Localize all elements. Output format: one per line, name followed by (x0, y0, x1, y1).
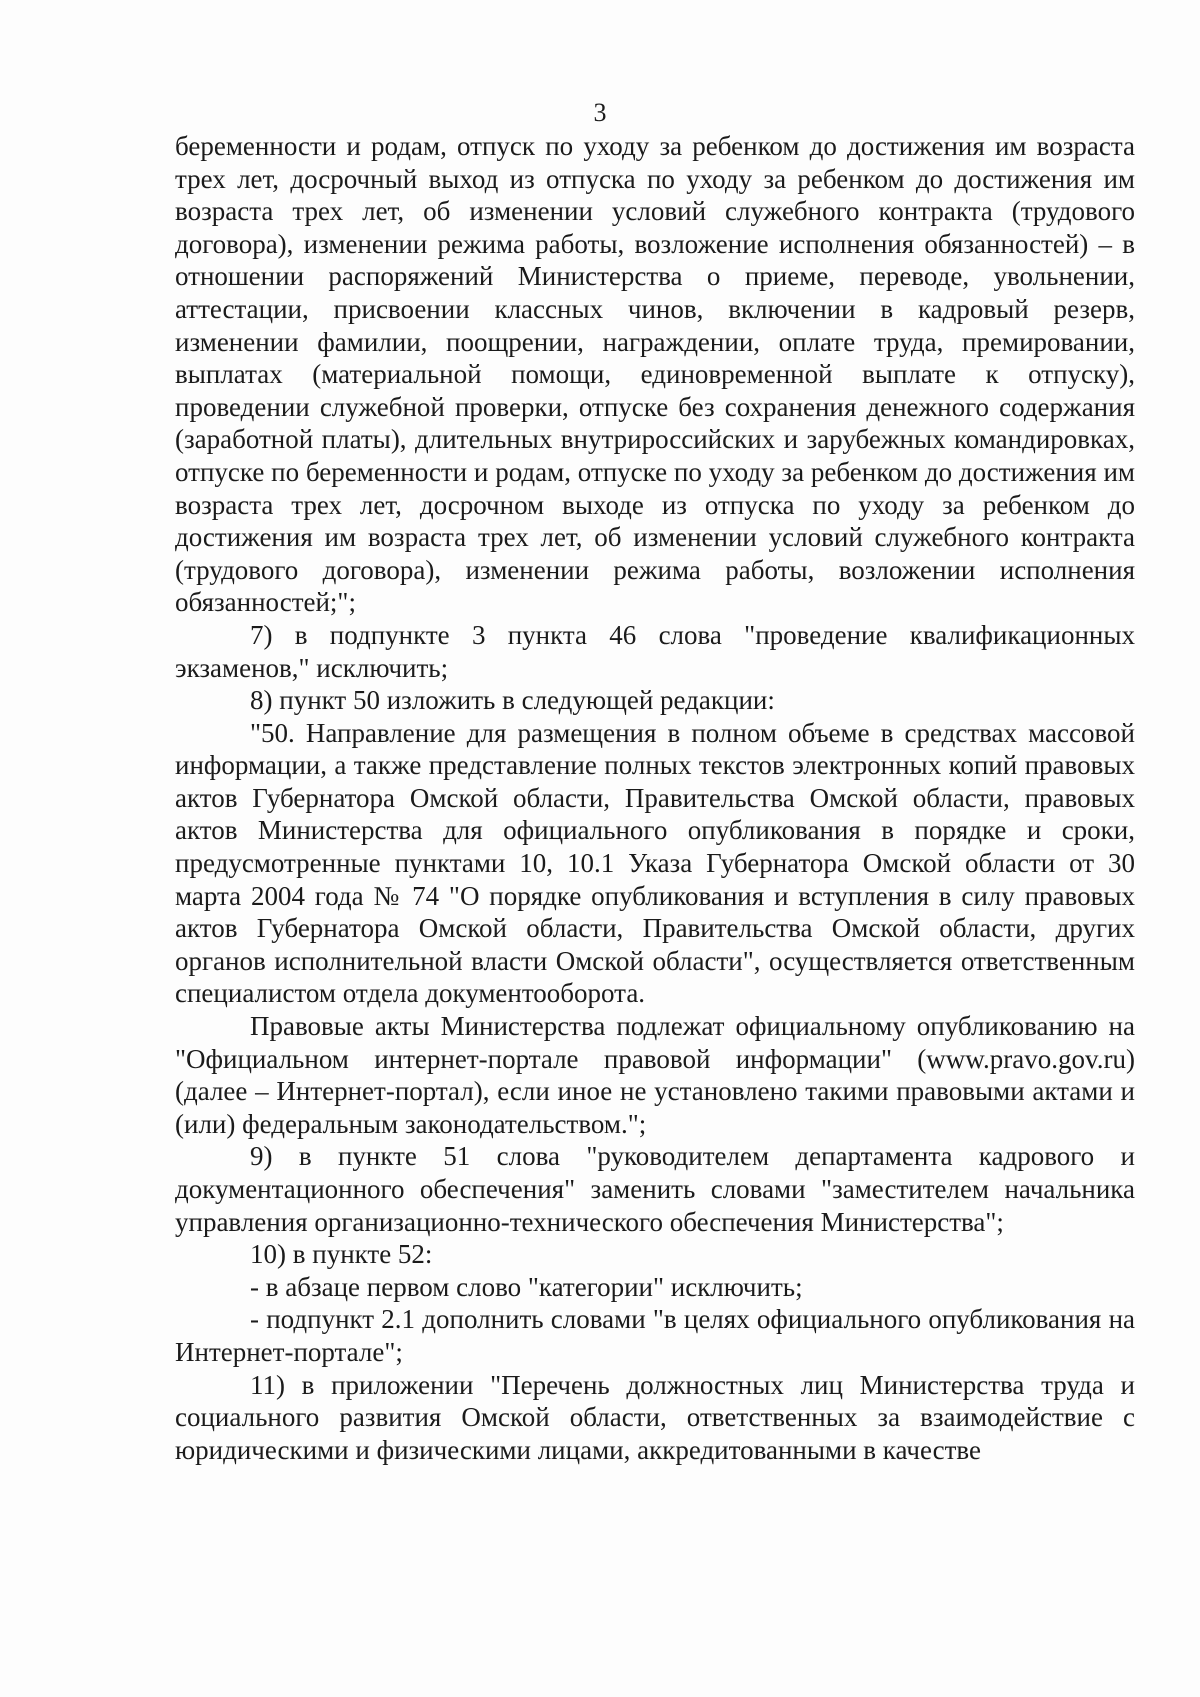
paragraph-publication: Правовые акты Министерства подлежат официальному опубликованию на "Официальном интернет-портале правовой информации" (www.pravo.gov.ru) (далее – Интернет-портал), если иное не установлено такими правовыми актами и (или) федеральным законодательством."; (175, 1011, 1135, 1139)
paragraph-item-10-sub-2: - подпункт 2.1 дополнить словами "в целях официального опубликования на Интернет-портале"; (175, 1304, 1135, 1367)
paragraph-item-8: 8) пункт 50 изложить в следующей редакции: (250, 685, 775, 716)
paragraph-item-7: 7) в подпункте 3 пункта 46 слова "проведение квалификационных экзаменов," исключить; (175, 619, 1135, 683)
paragraph-item-10-sub-1: - в абзаце первом слово "категории" исключить; (250, 1271, 803, 1302)
paragraph-clause-50: "50. Направление для размещения в полном объеме в средствах массовой информации, а также представление полных текстов электронных копий правовых актов Губернатора Омской области, Правительства Омской области, правовых актов Министерства для официального опубликования в порядке и сроки, предусмотренные пунктами 10, 10.1 Указа Губернатора Омской области от 30 марта 2004 года № 74 "О порядке опубликования и вступления в силу правовых актов Губернатора Омской области, Правительства Омской области, других органов исполнительной власти Омской области", осуществляется ответственным специалистом отдела документооборота. (175, 717, 1135, 1009)
paragraph-item-9: 9) в пункте 51 слова "руководителем департамента кадрового и документационного обеспечения" заменить словами "заместителем начальника управления организационно-технического обеспечения Министерства"; (175, 1141, 1135, 1237)
paragraph-continuation: беременности и родам, отпуск по уходу за ребенком до достижения им возраста трех лет, досрочный выход из отпуска по уходу за ребенком до достижения им возраста трех лет, об изменении условий служебного контракта (трудового договора), изменении режима работы, возложение исполнения обязанностей) – в отношении распоряжений Министерства о приеме, переводе, увольнении, аттестации, присвоении классных чинов, включении в кадровый резерв, изменении фамилии, поощрении, награждении, оплате труда, премировании, выплатах (материальной помощи, единовременной выплате к отпуску), проведении служебной проверки, отпуске без сохранения денежного содержания (заработной платы), длительных внутрироссийских и зарубежных командировках, отпуске по беременности и родам, отпуске по уходу за ребенком до достижения им возраста трех лет, досрочном выходе из отпуска по уходу за ребенком до достижения им возраста трех лет, об изменении условий служебного контракта (трудового договора), изменении режима работы, возложении исполнения обязанностей;"; (175, 131, 1135, 618)
paragraph-item-10: 10) в пункте 52: (250, 1239, 433, 1270)
document-body (175, 130, 1135, 1466)
paragraph-item-11: 11) в приложении "Перечень должностных лиц Министерства труда и социального развития Омской области, ответственных за взаимодействие с юридическими и физическими лицами, аккредитованными в качестве (175, 1369, 1135, 1465)
page-number: 3 (593, 98, 607, 127)
